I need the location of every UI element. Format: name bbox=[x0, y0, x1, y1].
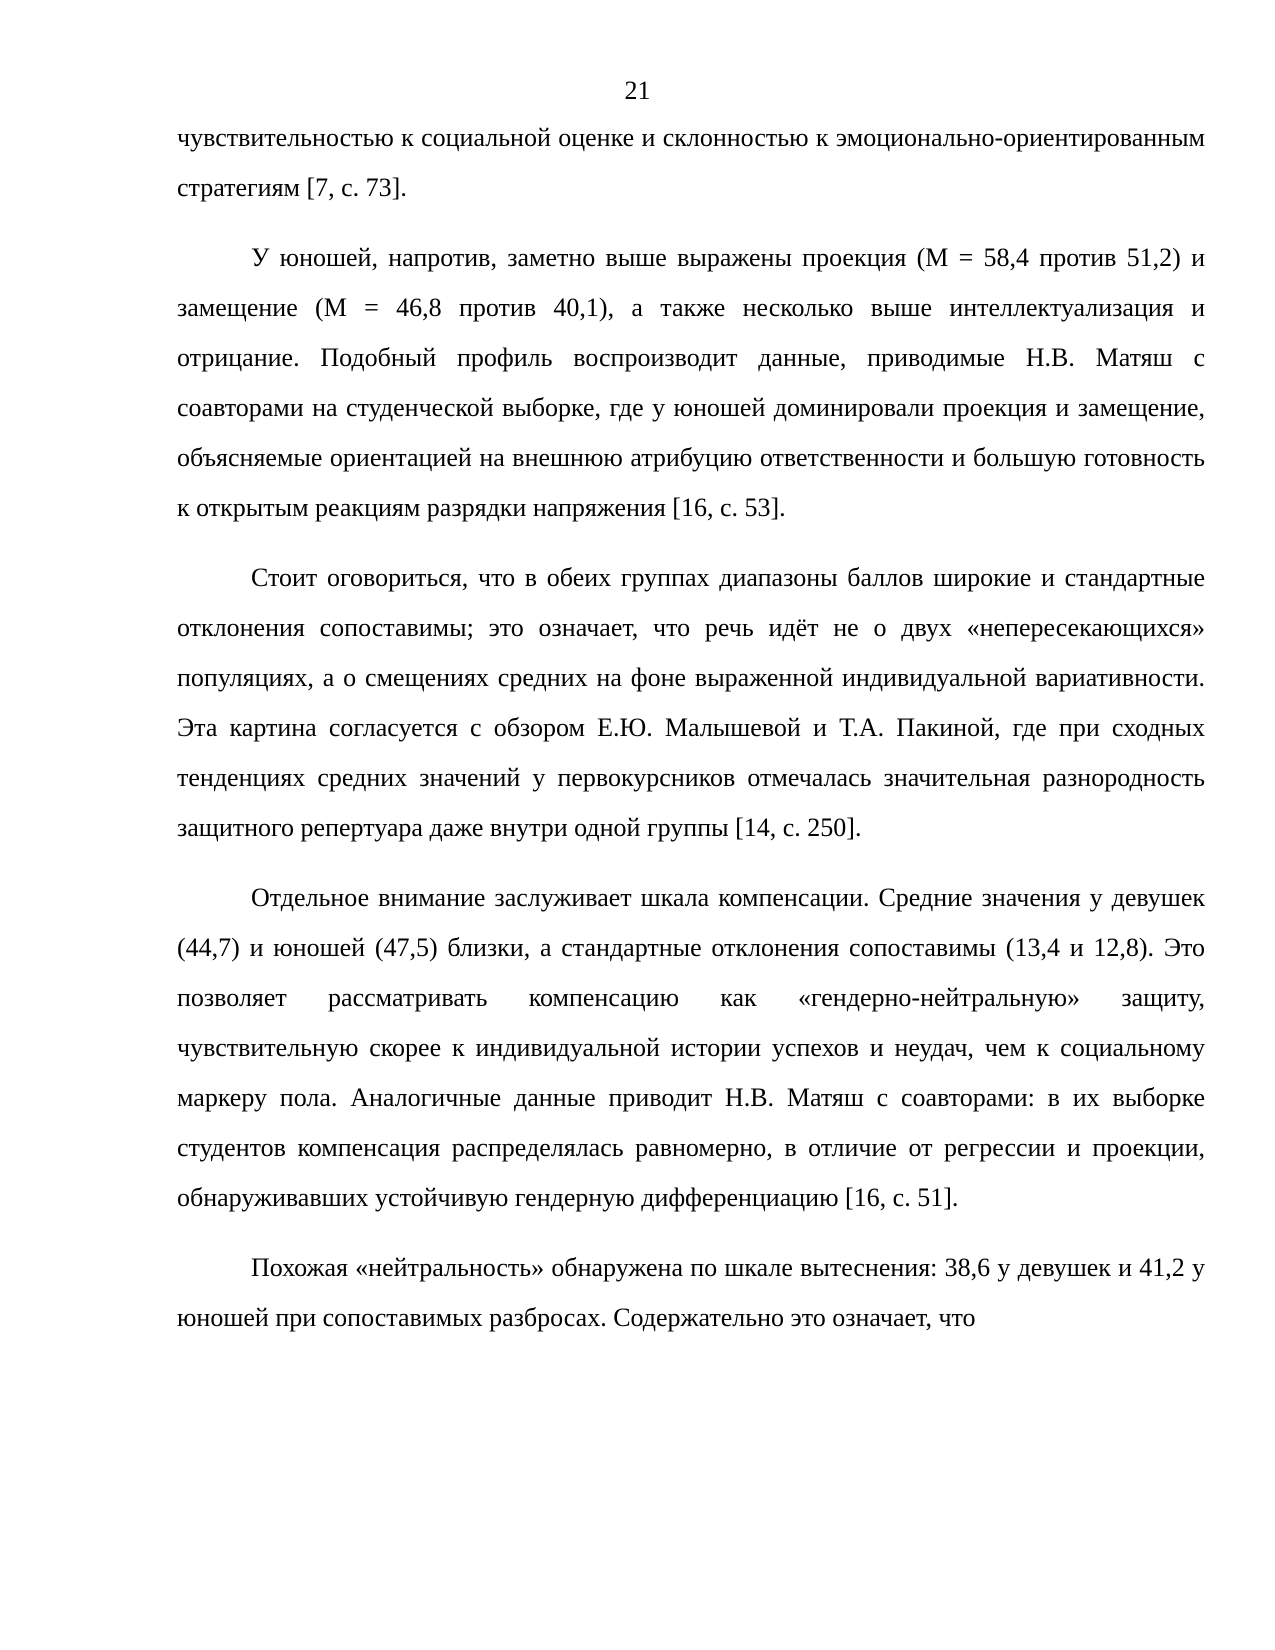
paragraph: Похожая «нейтральность» обнаружена по шкале вытеснения: 38,6 у девушек и 41,2 у юношей при сопоставимых разбросах. Содержательно это означает, что bbox=[177, 1253, 1205, 1332]
page-number: 21 bbox=[624, 76, 651, 105]
paragraph-continued: чувствительностью к социальной оценке и склонностью к эмоционально-ориентированным стратегиям [7, с. 73]. bbox=[177, 123, 1205, 202]
paragraph: Стоит оговориться, что в обеих группах диапазоны баллов широкие и стандартные отклонения сопоставимы; это означает, что речь идёт не о двух «непересекающихся» популяциях, а о смещениях средних на фоне выраженной индивидуальной вариативности. Эта картина согласуется с обзором Е.Ю. Малышевой и Т.А. Пакиной, где при сходных тенденциях средних значений у первокурсников отмечалась значительная разнородность защитного репертуара даже внутри одной группы [14, с. 250]. bbox=[177, 563, 1205, 842]
paragraph: У юношей, напротив, заметно выше выражены проекция (М = 58,4 против 51,2) и замещение (М = 46,8 против 40,1), а также несколько выше интеллектуализация и отрицание. Подобный профиль воспроизводит данные, приводимые Н.В. Матяш с соавторами на студенческой выборке, где у юношей доминировали проекция и замещение, объясняемые ориентацией на внешнюю атрибуцию ответственности и большую готовность к открытым реакциям разрядки напряжения [16, с. 53]. bbox=[177, 243, 1205, 522]
document-body bbox=[177, 113, 1205, 1363]
paragraph: Отдельное внимание заслуживает шкала компенсации. Средние значения у девушек (44,7) и юношей (47,5) близки, а стандартные отклонения сопоставимы (13,4 и 12,8). Это позволяет рассматривать компенсацию как «гендерно-нейтральную» защиту, чувствительную скорее к индивидуальной истории успехов и неудач, чем к социальному маркеру пола. Аналогичные данные приводит Н.В. Матяш с соавторами: в их выборке студентов компенсация распределялась равномерно, в отличие от регрессии и проекции, обнаруживавших устойчивую гендерную дифференциацию [16, с. 51]. bbox=[177, 883, 1205, 1212]
